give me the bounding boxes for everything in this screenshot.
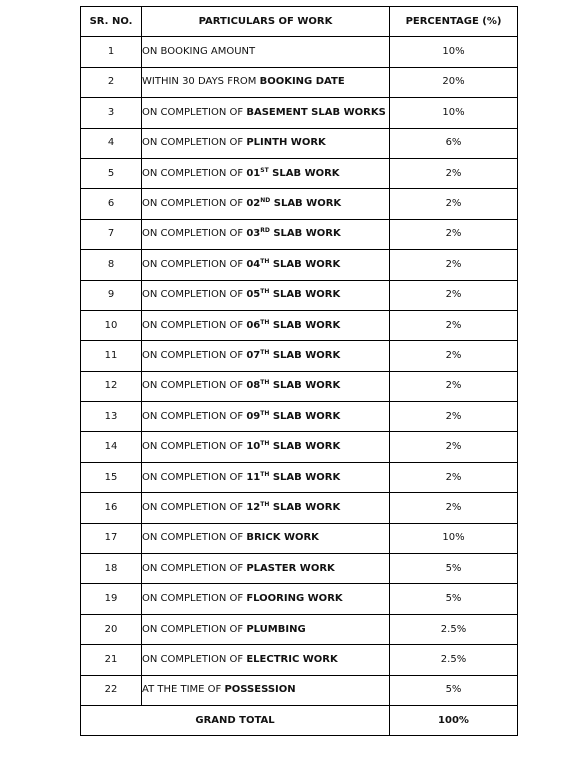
sr-no-cell: 21 (81, 645, 142, 675)
particulars-bold: 07 (246, 349, 261, 361)
particulars-cell (142, 189, 390, 219)
table-row (81, 675, 518, 705)
percentage-cell: 2% (390, 402, 518, 432)
table-row (81, 128, 518, 158)
percentage-cell: 10% (390, 37, 518, 67)
particulars-cell (142, 523, 390, 553)
particulars-bold-after: SLAB WORK (269, 441, 341, 453)
particulars-bold: 11 (246, 471, 261, 483)
header-percentage: PERCENTAGE (%) (390, 7, 518, 37)
particulars-prefix: ON COMPLETION OF (142, 562, 247, 574)
sr-no-cell: 6 (81, 189, 142, 219)
sr-no-cell: 20 (81, 614, 142, 644)
particulars-bold: 08 (246, 380, 261, 392)
sr-no-cell: 22 (81, 675, 142, 705)
table-row (81, 371, 518, 401)
particulars-bold: 04 (246, 258, 261, 270)
sr-no-cell: 12 (81, 371, 142, 401)
particulars-cell (142, 645, 390, 675)
sr-no-cell: 8 (81, 250, 142, 280)
table-row (81, 402, 518, 432)
particulars-bold: BASEMENT SLAB WORKS (246, 106, 386, 118)
particulars-bold-after: SLAB WORK (269, 228, 341, 240)
table-row (81, 341, 518, 371)
particulars-bold: FLOORING WORK (246, 593, 343, 605)
header-particulars: PARTICULARS OF WORK (142, 7, 390, 37)
particulars-bold: 10 (246, 441, 261, 453)
table-row (81, 432, 518, 462)
table-row (81, 523, 518, 553)
particulars-prefix: ON COMPLETION OF (142, 410, 247, 422)
particulars-cell (142, 371, 390, 401)
particulars-cell (142, 432, 390, 462)
percentage-cell: 2% (390, 310, 518, 340)
percentage-cell: 2.5% (390, 614, 518, 644)
ordinal-suffix: RD (260, 227, 270, 235)
percentage-cell: 2% (390, 219, 518, 249)
particulars-prefix: ON COMPLETION OF (142, 653, 247, 665)
particulars-bold: PLASTER WORK (246, 562, 335, 574)
sr-no-cell: 9 (81, 280, 142, 310)
table-row (81, 584, 518, 614)
particulars-bold: 05 (246, 289, 261, 301)
particulars-bold: BOOKING DATE (259, 76, 345, 88)
table-row (81, 280, 518, 310)
ordinal-suffix: ND (260, 197, 271, 205)
sr-no-cell: 3 (81, 98, 142, 128)
ordinal-suffix: TH (260, 440, 270, 448)
percentage-cell: 2% (390, 432, 518, 462)
particulars-prefix: AT THE TIME OF (142, 684, 225, 696)
particulars-cell (142, 554, 390, 584)
table-row (81, 645, 518, 675)
sr-no-cell: 7 (81, 219, 142, 249)
sr-no-cell: 10 (81, 310, 142, 340)
particulars-prefix: ON COMPLETION OF (142, 380, 247, 392)
table-row (81, 310, 518, 340)
particulars-bold-after: SLAB WORK (269, 289, 341, 301)
particulars-prefix: ON COMPLETION OF (142, 106, 247, 118)
percentage-cell: 2% (390, 280, 518, 310)
ordinal-suffix: TH (260, 288, 270, 296)
percentage-cell: 5% (390, 675, 518, 705)
sr-no-cell: 19 (81, 584, 142, 614)
ordinal-suffix: ST (260, 166, 269, 174)
ordinal-suffix: TH (260, 470, 270, 478)
table-row (81, 493, 518, 523)
sr-no-cell: 16 (81, 493, 142, 523)
particulars-cell (142, 128, 390, 158)
grand-total-row (81, 705, 518, 735)
sr-no-cell: 15 (81, 462, 142, 492)
percentage-cell: 5% (390, 584, 518, 614)
particulars-bold: 12 (246, 501, 261, 513)
sr-no-cell: 17 (81, 523, 142, 553)
particulars-cell (142, 67, 390, 97)
particulars-bold-after: SLAB WORK (269, 501, 341, 513)
percentage-cell: 20% (390, 67, 518, 97)
particulars-bold: BRICK WORK (246, 532, 319, 544)
sr-no-cell: 1 (81, 37, 142, 67)
particulars-bold: 01 (246, 167, 261, 179)
percentage-cell: 2% (390, 493, 518, 523)
particulars-cell (142, 158, 390, 188)
percentage-cell: 2% (390, 158, 518, 188)
percentage-cell: 6% (390, 128, 518, 158)
particulars-prefix: ON COMPLETION OF (142, 593, 247, 605)
particulars-bold-after: SLAB WORK (269, 410, 341, 422)
particulars-prefix: ON COMPLETION OF (142, 441, 247, 453)
particulars-bold-after: SLAB WORK (269, 258, 341, 270)
table-row (81, 189, 518, 219)
particulars-bold-after: SLAB WORK (270, 198, 342, 210)
particulars-prefix: ON COMPLETION OF (142, 167, 247, 179)
particulars-cell (142, 462, 390, 492)
ordinal-suffix: TH (260, 379, 270, 387)
particulars-bold-after: SLAB WORK (269, 349, 341, 361)
percentage-cell: 2% (390, 371, 518, 401)
particulars-bold-after: SLAB WORK (269, 319, 341, 331)
table-row (81, 67, 518, 97)
particulars-prefix: ON COMPLETION OF (142, 349, 247, 361)
particulars-bold-after: SLAB WORK (268, 167, 340, 179)
table-row (81, 462, 518, 492)
table-row (81, 37, 518, 67)
percentage-cell: 2% (390, 462, 518, 492)
percentage-cell: 10% (390, 98, 518, 128)
particulars-cell (142, 219, 390, 249)
percentage-cell: 2.5% (390, 645, 518, 675)
table-row (81, 98, 518, 128)
percentage-cell: 2% (390, 341, 518, 371)
sr-no-cell: 14 (81, 432, 142, 462)
ordinal-suffix: TH (260, 500, 270, 508)
grand-total-label: GRAND TOTAL (81, 705, 390, 735)
particulars-cell (142, 310, 390, 340)
grand-total-value: 100% (390, 705, 518, 735)
particulars-prefix: ON COMPLETION OF (142, 471, 247, 483)
sr-no-cell: 2 (81, 67, 142, 97)
particulars-cell (142, 614, 390, 644)
particulars-prefix: ON COMPLETION OF (142, 623, 247, 635)
percentage-cell: 2% (390, 189, 518, 219)
particulars-bold: 03 (246, 228, 261, 240)
percentage-cell: 10% (390, 523, 518, 553)
particulars-cell (142, 280, 390, 310)
particulars-cell (142, 98, 390, 128)
particulars-bold: PLINTH WORK (246, 137, 326, 149)
sr-no-cell: 4 (81, 128, 142, 158)
ordinal-suffix: TH (260, 348, 270, 356)
ordinal-suffix: TH (260, 257, 270, 265)
particulars-bold: 02 (246, 198, 261, 210)
particulars-bold: 06 (246, 319, 261, 331)
table-body (81, 37, 518, 706)
ordinal-suffix: TH (260, 409, 270, 417)
table-header-row (81, 7, 518, 37)
sr-no-cell: 11 (81, 341, 142, 371)
particulars-prefix: ON COMPLETION OF (142, 289, 247, 301)
ordinal-suffix: TH (260, 318, 270, 326)
table-row (81, 554, 518, 584)
sr-no-cell: 18 (81, 554, 142, 584)
table-row (81, 250, 518, 280)
particulars-bold: PLUMBING (246, 623, 306, 635)
particulars-cell (142, 37, 390, 67)
particulars-cell (142, 402, 390, 432)
table-row (81, 614, 518, 644)
header-sr-no: SR. NO. (81, 7, 142, 37)
particulars-cell (142, 341, 390, 371)
particulars-prefix: ON COMPLETION OF (142, 258, 247, 270)
percentage-cell: 2% (390, 250, 518, 280)
table-row (81, 158, 518, 188)
particulars-prefix: ON COMPLETION OF (142, 228, 247, 240)
particulars-prefix: ON COMPLETION OF (142, 501, 247, 513)
payment-schedule-table (80, 6, 518, 736)
table-row (81, 219, 518, 249)
particulars-cell (142, 250, 390, 280)
particulars-bold: ELECTRIC WORK (246, 653, 338, 665)
particulars-bold-after: SLAB WORK (269, 471, 341, 483)
particulars-prefix: ON BOOKING AMOUNT (142, 46, 256, 58)
sr-no-cell: 5 (81, 158, 142, 188)
particulars-cell (142, 493, 390, 523)
particulars-cell (142, 675, 390, 705)
particulars-bold-after: SLAB WORK (269, 380, 341, 392)
particulars-bold: 09 (246, 410, 261, 422)
particulars-prefix: ON COMPLETION OF (142, 198, 247, 210)
percentage-cell: 5% (390, 554, 518, 584)
particulars-cell (142, 584, 390, 614)
particulars-prefix: ON COMPLETION OF (142, 137, 247, 149)
particulars-prefix: WITHIN 30 DAYS FROM (142, 76, 260, 88)
particulars-prefix: ON COMPLETION OF (142, 319, 247, 331)
sr-no-cell: 13 (81, 402, 142, 432)
particulars-prefix: ON COMPLETION OF (142, 532, 247, 544)
particulars-bold: POSSESSION (224, 684, 296, 696)
